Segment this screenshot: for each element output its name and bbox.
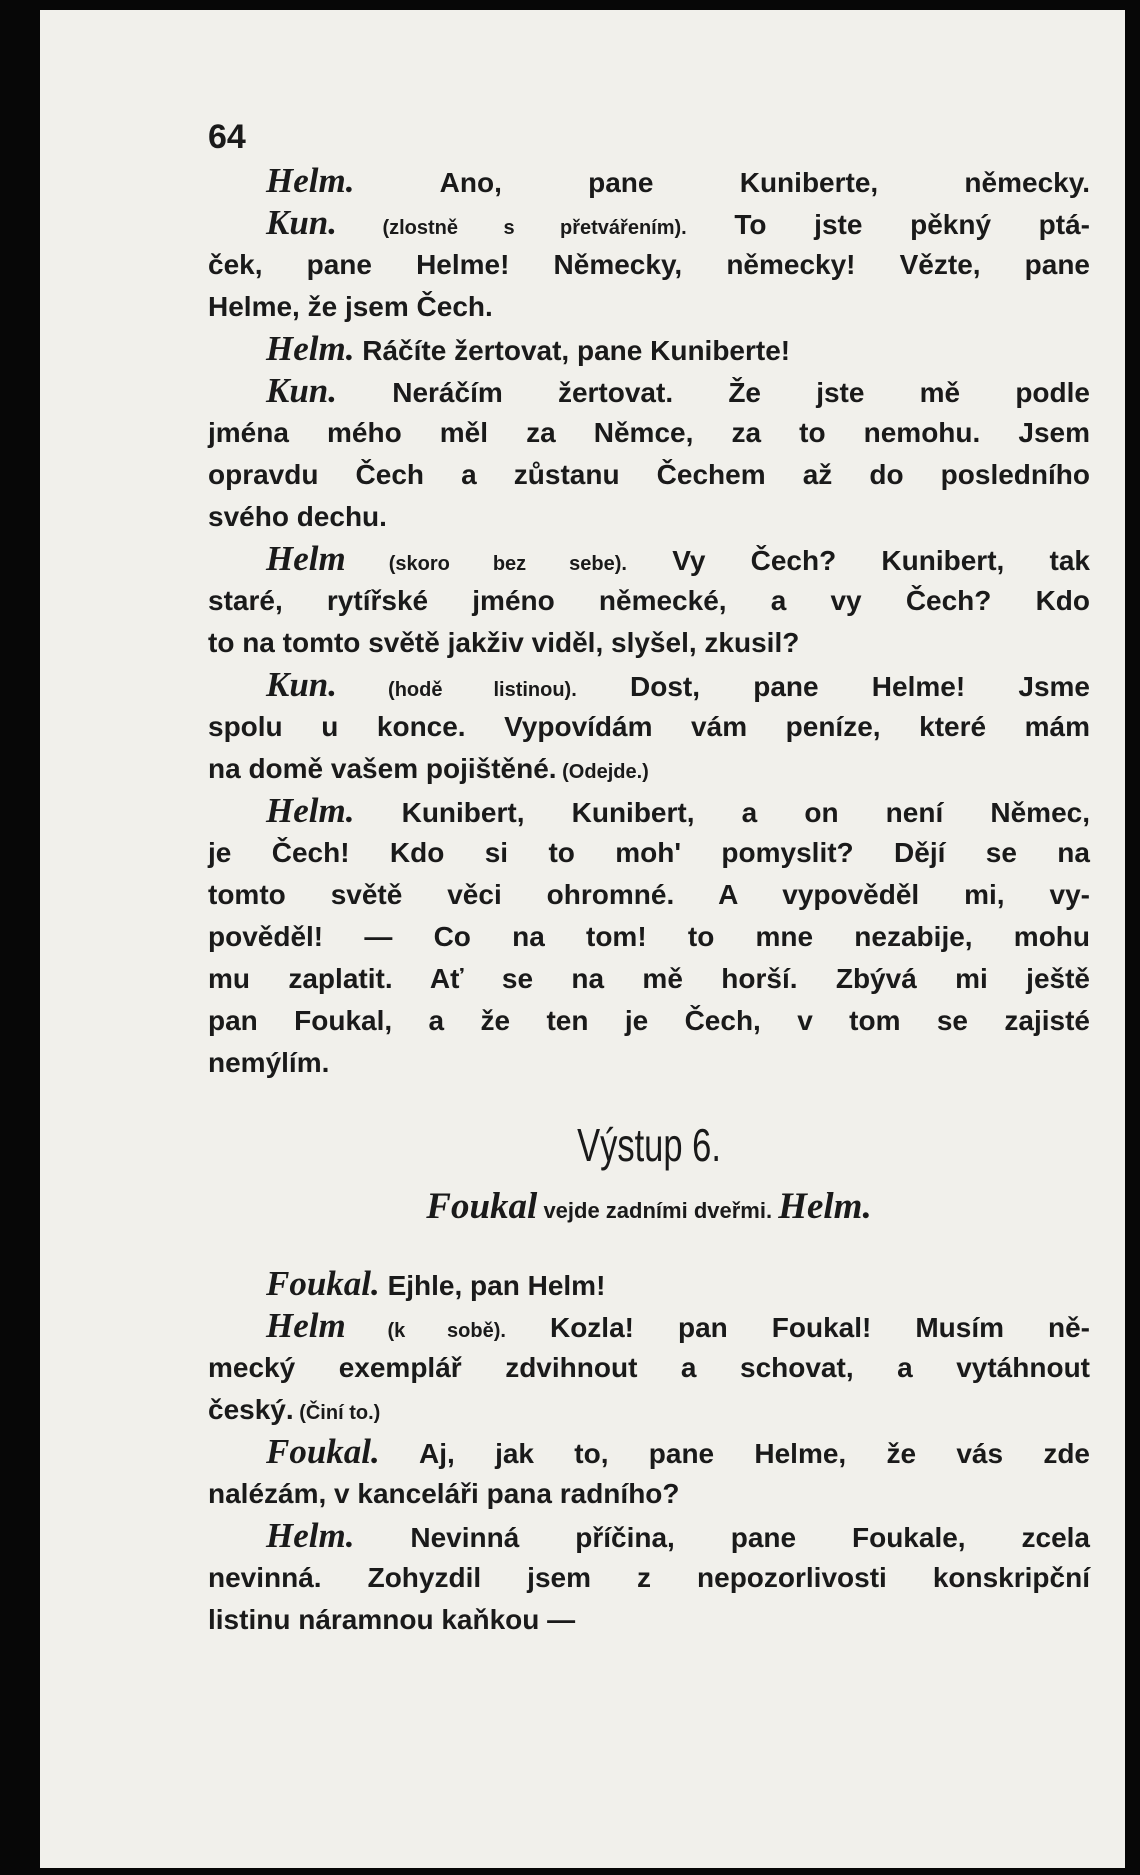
- page-number: 64: [208, 118, 246, 156]
- text-line: [208, 1263, 1090, 1305]
- line-text: Ano, pane Kuniberte, německy.: [354, 167, 1090, 198]
- speaker-name: Helm.: [266, 161, 355, 200]
- text-line: [208, 328, 1090, 370]
- line-text: Helme, že jsem Čech.: [208, 291, 493, 322]
- dialogue-block-2: [208, 1263, 1090, 1641]
- text-line: [208, 496, 1090, 538]
- line-text: nevinná. Zohyzdil jsem z nepozorlivosti konskripční: [208, 1562, 1090, 1593]
- line-text: mecký exemplář zdvihnout a schovat, a vytáhnout: [208, 1352, 1090, 1383]
- text-line: [208, 622, 1090, 664]
- speaker-name: Kun.: [266, 371, 338, 410]
- line-text: tomto světě věci ohromné. A vypověděl mi, vy-: [208, 879, 1090, 910]
- book-page: [40, 10, 1125, 1868]
- line-text: listinu náramnou kaňkou —: [208, 1604, 576, 1635]
- line-text: Kunibert, Kunibert, a on není Němec,: [354, 797, 1090, 828]
- speaker-name: Helm.: [778, 1186, 872, 1227]
- text-line: [208, 244, 1090, 286]
- line-text: opravdu Čech a zůstanu Čechem až do posledního: [208, 459, 1090, 490]
- stage-direction-text: (zlostně s přetvářením).: [337, 217, 687, 239]
- text-line: [208, 202, 1090, 244]
- text-line: [208, 664, 1090, 706]
- line-text: To jste pěkný ptá-: [686, 209, 1090, 240]
- text-line: [208, 454, 1090, 496]
- line-text: na domě vašem pojištěné.: [208, 753, 557, 784]
- text-line: [208, 790, 1090, 832]
- line-text: je Čech! Kdo si to moh' pomyslit? Dějí se na: [208, 837, 1090, 868]
- text-line: [208, 1431, 1090, 1473]
- text-line: [208, 538, 1090, 580]
- line-text: mu zaplatit. Ať se na mě horší. Zbývá mi ještě: [208, 963, 1090, 994]
- line-text: jména mého měl za Němce, za to nemohu. Jsem: [208, 417, 1090, 448]
- speaker-name: Foukal: [426, 1186, 538, 1227]
- line-text: Nevinná příčina, pane Foukale, zcela: [354, 1522, 1090, 1553]
- text-line: [208, 706, 1090, 748]
- line-text: Dost, pane Helme! Jsme: [576, 671, 1090, 702]
- text-line: [208, 958, 1090, 1000]
- text-line: [208, 370, 1090, 412]
- text-line: [208, 160, 1090, 202]
- stage-direction-text: (hodě listinou).: [337, 679, 577, 701]
- text-line: [208, 1515, 1090, 1557]
- text-line: [208, 832, 1090, 874]
- stage-direction-text: (skoro bez sebe).: [345, 553, 627, 575]
- speaker-name: Helm.: [266, 791, 355, 830]
- line-text: nemýlím.: [208, 1047, 330, 1078]
- line-text: Vy Čech? Kunibert, tak: [626, 545, 1091, 576]
- text-line: [208, 916, 1090, 958]
- line-text: nalézám, v kanceláři pana radního?: [208, 1478, 680, 1509]
- line-text: Kozla! pan Foukal! Musím ně-: [505, 1312, 1090, 1343]
- text-line: [208, 1042, 1090, 1084]
- speaker-name: Foukal.: [266, 1432, 380, 1471]
- text-line: [208, 1389, 1090, 1431]
- line-text: Ejhle, pan Helm!: [379, 1270, 606, 1301]
- line-text: staré, rytířské jméno německé, a vy Čech? Kdo: [208, 585, 1090, 616]
- text-line: [208, 286, 1090, 328]
- line-text: Ráčíte žertovat, pane Kuniberte!: [354, 335, 791, 366]
- line-text: svého dechu.: [208, 501, 387, 532]
- stage-direction: [208, 1185, 1090, 1228]
- line-text: to na tomto světě jakživ viděl, slyšel, zkusil?: [208, 627, 800, 658]
- speaker-name: Kun.: [266, 203, 338, 242]
- speaker-name: Helm: [266, 539, 346, 578]
- text-line: [208, 1305, 1090, 1347]
- line-text: český.: [208, 1394, 294, 1425]
- line-text: ček, pane Helme! Německy, německy! Vězte, pane: [208, 249, 1090, 280]
- text-line: [208, 1347, 1090, 1389]
- stage-direction-text: (k sobě).: [345, 1320, 506, 1342]
- stage-direction-text: (Odejde.): [556, 761, 649, 783]
- line-text: pan Foukal, a že ten je Čech, v tom se zajisté: [208, 1005, 1090, 1036]
- speaker-name: Helm.: [266, 329, 355, 368]
- text-line: [208, 1473, 1090, 1515]
- speaker-name: Kun.: [266, 665, 338, 704]
- speaker-name: Helm: [266, 1306, 346, 1345]
- line-text: Neráčím žertovat. Že jste mě podle: [337, 377, 1090, 408]
- stage-direction-text: (Činí to.): [293, 1402, 381, 1424]
- text-line: [208, 874, 1090, 916]
- line-text: spolu u konce. Vypovídám vám peníze, které mám: [208, 711, 1090, 742]
- dialogue-block-1: [208, 160, 1090, 1084]
- text-line: [208, 1557, 1090, 1599]
- direction-text: vejde zadními dveřmi.: [537, 1198, 779, 1223]
- speaker-name: Helm.: [266, 1516, 355, 1555]
- text-line: [208, 412, 1090, 454]
- line-text: pověděl! — Co na tom! to mne nezabije, mohu: [208, 921, 1090, 952]
- speaker-name: Foukal.: [266, 1264, 380, 1303]
- text-line: [208, 1599, 1090, 1641]
- scene-heading: Výstup 6.: [577, 1119, 721, 1171]
- text-line: [208, 1000, 1090, 1042]
- text-line: [208, 580, 1090, 622]
- text-line: [208, 748, 1090, 790]
- line-text: Aj, jak to, pane Helme, že vás zde: [379, 1438, 1090, 1469]
